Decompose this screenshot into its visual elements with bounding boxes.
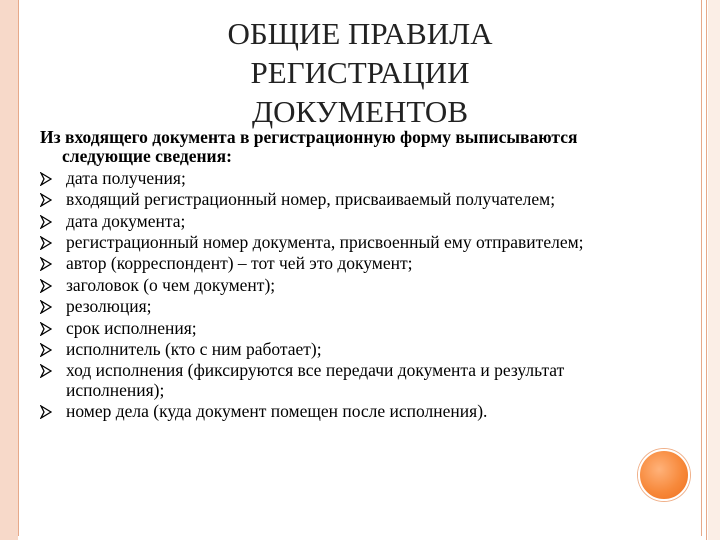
list-item — [40, 254, 630, 273]
list-item-text: регистрационный номер документа, присвоенный ему отправителем; — [66, 232, 584, 253]
list-item-text: номер дела (куда документ помещен после исполнения). — [66, 401, 488, 422]
list-item-text: входящий регистрационный номер, присваиваемый получателем; — [66, 189, 556, 210]
intro-text: Из входящего документа в регистрационную форму выписываются следующие сведения: — [40, 127, 578, 167]
slide-content — [40, 128, 630, 424]
arrowhead-bullet-icon — [40, 364, 52, 378]
arrowhead-bullet-icon — [40, 279, 52, 293]
list-item-text: резолюция; — [66, 296, 152, 317]
arrowhead-bullet-icon — [40, 300, 52, 314]
list-item-text: исполнитель (кто с ним работает); — [66, 339, 322, 360]
list-item-text: ход исполнения (фиксируются все передачи документа и результат исполнения); — [66, 360, 565, 400]
bullet-list — [40, 169, 630, 422]
list-item-text: дата документа; — [66, 210, 186, 231]
arrowhead-bullet-icon — [40, 322, 52, 336]
title-line-2: ДОКУМЕНТОВ — [251, 94, 469, 129]
list-item — [40, 190, 630, 209]
list-item-text: автор (корреспондент) – тот чей это документ; — [66, 253, 413, 274]
list-item — [40, 402, 630, 421]
arrowhead-bullet-icon — [40, 193, 52, 207]
arrowhead-bullet-icon — [40, 405, 52, 419]
list-item-text: заголовок (о чем документ); — [66, 274, 276, 295]
title-line-1: ОБЩИЕ ПРАВИЛА РЕГИСТРАЦИИ — [227, 16, 493, 90]
orange-circle-decoration — [638, 449, 690, 501]
right-decorative-bar — [708, 0, 720, 540]
list-item — [40, 361, 630, 400]
list-item — [40, 319, 630, 338]
list-item — [40, 169, 630, 188]
list-item — [40, 297, 630, 316]
arrowhead-bullet-icon — [40, 236, 52, 250]
list-item — [40, 340, 630, 359]
arrowhead-bullet-icon — [40, 172, 52, 186]
left-decorative-bar — [0, 0, 18, 540]
page-title — [120, 14, 600, 131]
arrowhead-bullet-icon — [40, 343, 52, 357]
list-item — [40, 212, 630, 231]
list-item — [40, 233, 630, 252]
arrowhead-bullet-icon — [40, 215, 52, 229]
list-item-text: срок исполнения; — [66, 317, 197, 338]
list-item — [40, 276, 630, 295]
right-frame-line — [706, 0, 707, 540]
arrowhead-bullet-icon — [40, 257, 52, 271]
list-item-text: дата получения; — [66, 167, 186, 188]
